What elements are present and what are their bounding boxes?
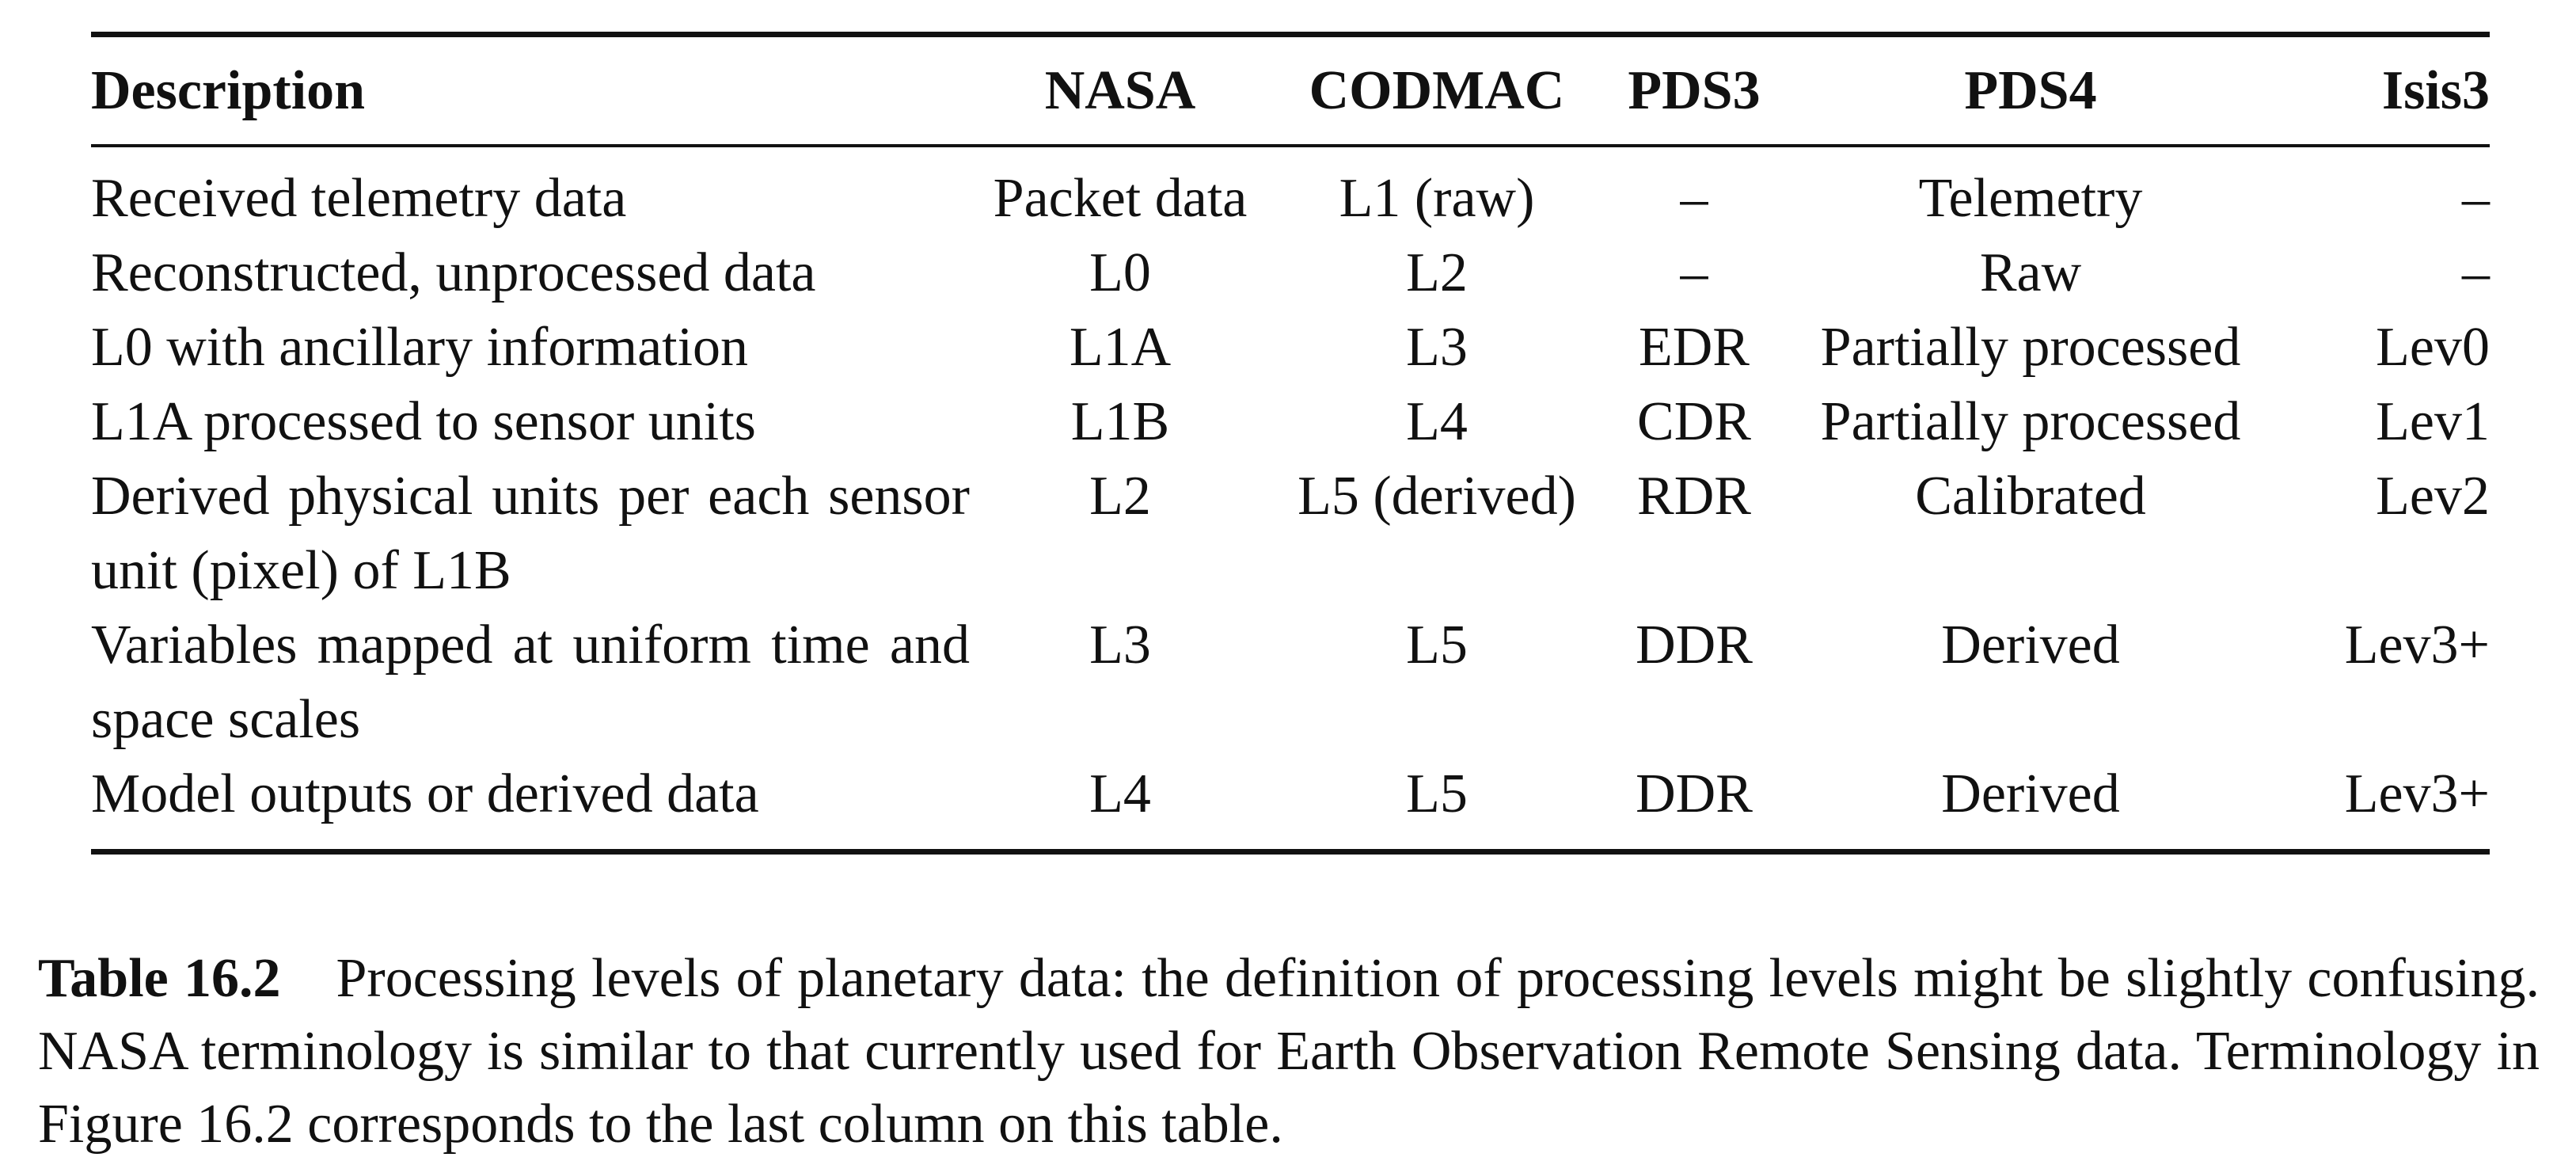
caption-text: Processing levels of planetary data: the definition of processing levels might be slightly confusing. NASA terminology is similar to that currently used for Earth Observation Remote Sensing data. Terminology in Figure 16.2 corresponds to the last column on this table. [38,948,2540,1155]
cell-isis3: Lev2 [2376,466,2490,527]
cell-description: Derived physical units per each sensor unit (pixel) of L1B [91,466,970,601]
cell-isis3: Lev0 [2376,317,2490,378]
table-top-rule [91,32,2490,37]
cell-pds4: Partially processed [1820,391,2241,452]
cell-description: L0 with ancillary information [91,317,749,378]
cell-description: Received telemetry data [91,168,627,229]
cell-pds3: EDR [1639,317,1750,378]
table-bottom-rule [91,849,2490,855]
cell-pds4: Partially processed [1820,317,2241,378]
caption-label: Table 16.2 [38,948,281,1009]
cell-pds4: Telemetry [1918,168,2143,229]
cell-pds3: CDR [1637,391,1751,452]
cell-description: Model outputs or derived data [91,763,759,824]
processing-levels-table [91,37,2490,144]
cell-isis3: Lev1 [2376,391,2490,452]
cell-codmac: L2 [1406,242,1468,303]
cell-codmac: L5 [1406,615,1468,676]
table-row [91,147,2490,236]
cell-description: L1A processed to sensor units [91,391,756,452]
header-codmac: CODMAC [1309,60,1565,121]
cell-isis3: Lev3+ [2344,615,2490,676]
cell-nasa: L3 [1089,615,1151,676]
cell-nasa: L2 [1089,466,1151,527]
cell-nasa: L1B [1070,391,1170,452]
cell-pds3: DDR [1636,615,1753,676]
table-row [91,459,2490,608]
cell-pds3: RDR [1637,466,1751,527]
data-table [91,32,2490,855]
cell-codmac: L3 [1406,317,1468,378]
cell-isis3: – [2462,242,2490,303]
cell-nasa: L4 [1089,763,1151,824]
cell-isis3: Lev3+ [2344,763,2490,824]
cell-pds3: – [1680,168,1708,229]
cell-codmac: L4 [1406,391,1468,452]
cell-codmac: L5 (derived) [1297,466,1576,527]
table-row [91,757,2490,849]
table-row [91,236,2490,310]
cell-pds4: Derived [1941,615,2120,676]
cell-pds4: Raw [1979,242,2082,303]
header-pds3: PDS3 [1628,60,1761,121]
cell-pds4: Calibrated [1915,466,2146,527]
header-isis3: Isis3 [2381,60,2490,121]
header-pds4: PDS4 [1964,60,2097,121]
cell-nasa: Packet data [993,168,1248,229]
table-row [91,608,2490,757]
table-row [91,310,2490,385]
table-row [91,385,2490,459]
cell-isis3: – [2462,168,2490,229]
table-header-row [91,37,2490,144]
cell-nasa: L0 [1089,242,1151,303]
table-caption [38,942,2540,1161]
cell-description: Variables mapped at uniform time and space scales [91,615,970,750]
processing-levels-body [91,147,2490,849]
cell-codmac: L5 [1406,763,1468,824]
cell-pds3: – [1680,242,1708,303]
cell-nasa: L1A [1069,317,1172,378]
header-description: Description [91,60,366,121]
header-nasa: NASA [1044,60,1196,121]
cell-description: Reconstructed, unprocessed data [91,242,816,303]
cell-codmac: L1 (raw) [1339,168,1535,229]
cell-pds3: DDR [1636,763,1753,824]
cell-pds4: Derived [1941,763,2120,824]
